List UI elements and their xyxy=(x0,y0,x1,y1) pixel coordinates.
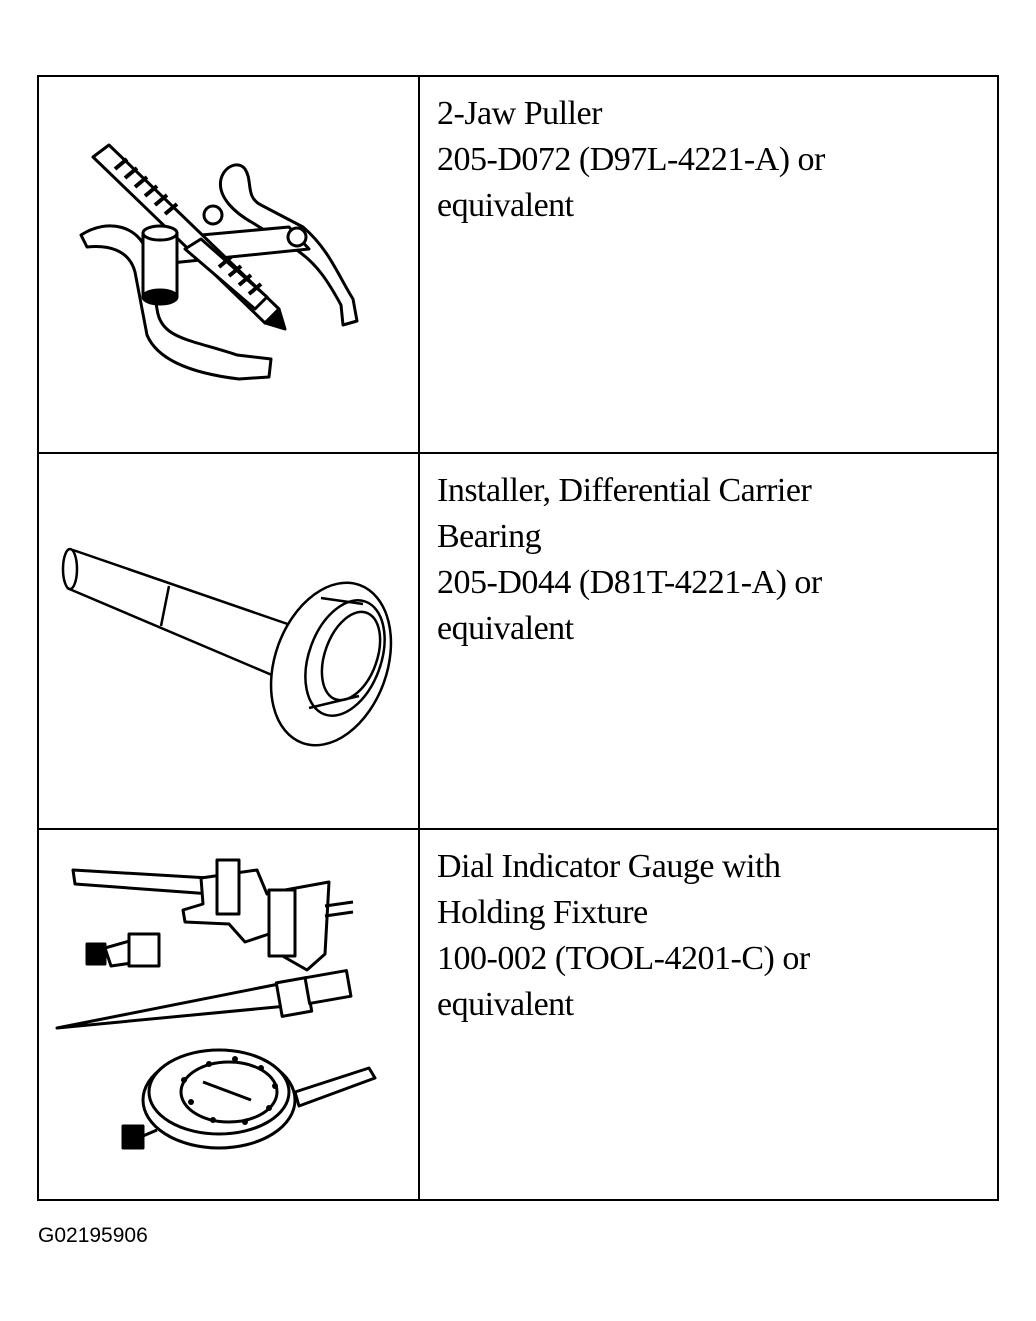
tool-illustration-cell xyxy=(39,454,418,828)
dial-indicator-gauge-icon xyxy=(39,830,418,1201)
tool-illustration-cell xyxy=(39,830,418,1199)
tool-name: Dial Indicator Gauge with xyxy=(437,848,781,885)
column-divider xyxy=(418,77,420,1199)
tool-illustration-cell xyxy=(39,77,418,452)
tool-part-number: 205-D044 (D81T-4221-A) or xyxy=(437,564,822,601)
tool-description xyxy=(437,91,987,229)
tool-equivalent-note: equivalent xyxy=(437,986,574,1023)
special-tools-table xyxy=(37,75,999,1201)
tool-description xyxy=(437,468,987,652)
tool-name: 2-Jaw Puller xyxy=(437,95,602,132)
tool-description xyxy=(437,844,987,1028)
tool-part-number: 100-002 (TOOL-4201-C) or xyxy=(437,940,810,977)
tool-name-continued: Holding Fixture xyxy=(437,894,648,931)
tool-equivalent-note: equivalent xyxy=(437,610,574,647)
tool-name-continued: Bearing xyxy=(437,518,542,555)
tool-row-bearing-installer xyxy=(39,452,997,828)
tool-part-number: 205-D072 (D97L-4221-A) or xyxy=(437,141,825,178)
figure-id: G02195906 xyxy=(38,1224,148,1247)
tool-row-dial-indicator xyxy=(39,828,997,1199)
bearing-installer-icon xyxy=(39,454,418,830)
two-jaw-puller-icon xyxy=(39,77,418,452)
tool-name: Installer, Differential Carrier xyxy=(437,472,812,509)
tool-equivalent-note: equivalent xyxy=(437,187,574,224)
tool-row-2-jaw-puller xyxy=(39,77,997,452)
